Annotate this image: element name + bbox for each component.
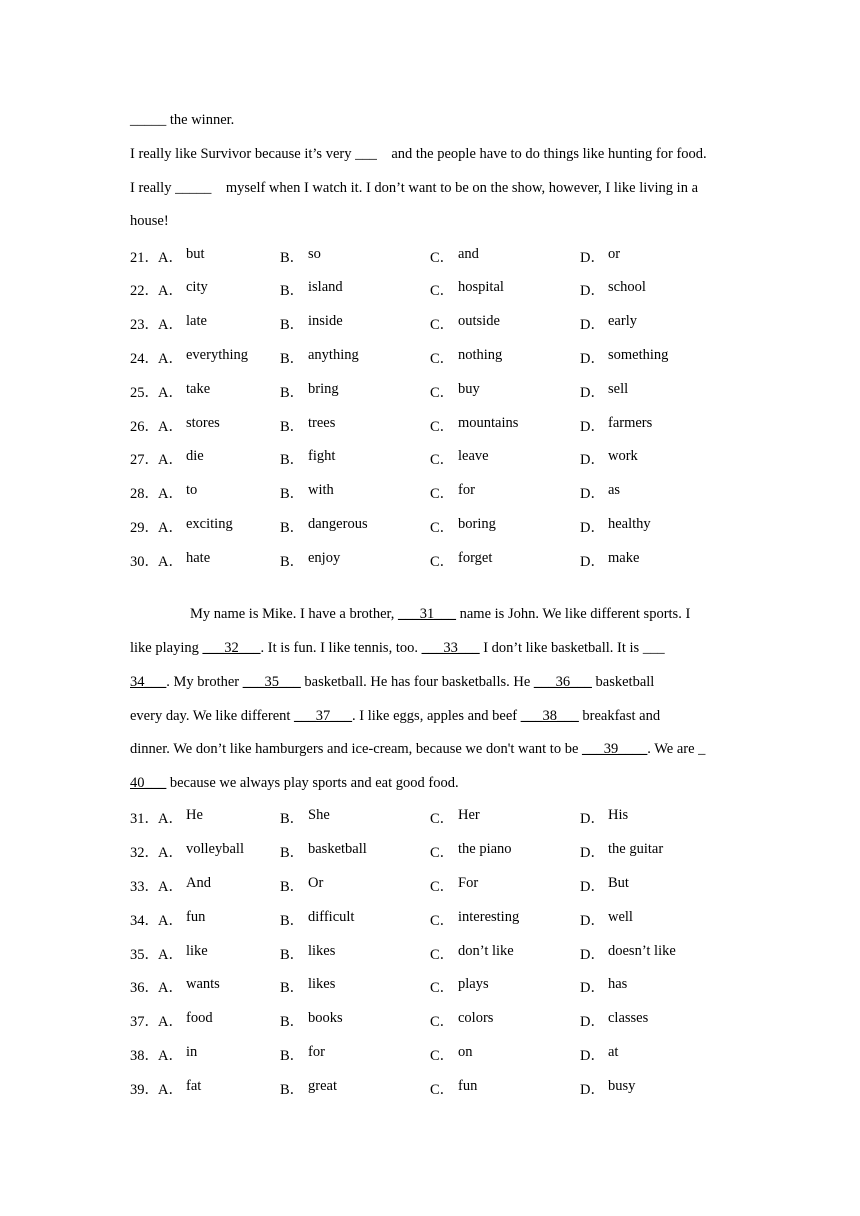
option-c xyxy=(430,313,580,334)
option-text: outside xyxy=(458,313,500,330)
option-letter: D． xyxy=(580,1014,605,1031)
option-letter: C． xyxy=(430,1014,455,1031)
question-number: 27． xyxy=(130,452,159,469)
option-text: busy xyxy=(608,1077,636,1094)
question-number: 31． xyxy=(130,811,159,828)
option-text: for xyxy=(308,1043,325,1060)
question-row xyxy=(130,408,740,442)
option-text: fun xyxy=(458,1077,478,1094)
option-letter: B． xyxy=(280,283,305,300)
option-text: fight xyxy=(308,448,336,465)
option-text: wants xyxy=(186,976,220,993)
option-text: plays xyxy=(458,976,489,993)
option-text: for xyxy=(458,482,475,499)
question-number: 33． xyxy=(130,878,159,895)
option-a xyxy=(158,415,280,436)
option-text: difficult xyxy=(308,908,355,925)
option-text: but xyxy=(186,245,205,262)
option-text: anything xyxy=(308,346,359,363)
blank-40: 40___ xyxy=(130,775,167,792)
option-a xyxy=(158,976,280,997)
question-number: 28． xyxy=(130,486,159,503)
option-text: likes xyxy=(308,942,336,959)
option-c xyxy=(430,550,580,571)
question-row xyxy=(130,902,740,936)
option-d xyxy=(580,841,730,862)
option-text: school xyxy=(608,279,646,296)
option-letter: B． xyxy=(280,1081,305,1098)
option-b xyxy=(280,841,430,862)
option-text: dangerous xyxy=(308,515,368,532)
option-a xyxy=(158,909,280,930)
option-c xyxy=(430,381,580,402)
option-letter: D． xyxy=(580,249,605,266)
option-a xyxy=(158,1044,280,1065)
option-letter: A． xyxy=(158,283,183,300)
option-text: mountains xyxy=(458,414,519,431)
option-text: in xyxy=(186,1043,198,1060)
passage-2 xyxy=(130,598,740,801)
option-d xyxy=(580,516,730,537)
question-number: 39． xyxy=(130,1081,159,1098)
option-text: to xyxy=(186,482,198,499)
option-b xyxy=(280,1010,430,1031)
option-letter: B． xyxy=(280,878,305,895)
option-letter: A． xyxy=(158,878,183,895)
option-d xyxy=(580,246,730,267)
option-c xyxy=(430,347,580,368)
option-d xyxy=(580,313,730,334)
option-d xyxy=(580,550,730,571)
option-letter: B． xyxy=(280,811,305,828)
option-letter: A． xyxy=(158,912,183,929)
option-text: And xyxy=(186,874,211,891)
question-row xyxy=(130,1038,740,1072)
option-letter: C． xyxy=(430,1081,455,1098)
option-letter: B． xyxy=(280,912,305,929)
question-number: 23． xyxy=(130,317,159,334)
option-b xyxy=(280,943,430,964)
blank-34-start: ___ xyxy=(642,639,665,656)
option-letter: D． xyxy=(580,912,605,929)
option-d xyxy=(580,381,730,402)
question-row xyxy=(130,442,740,476)
option-letter: C． xyxy=(430,878,455,895)
option-c xyxy=(430,279,580,300)
option-text: books xyxy=(308,1010,343,1027)
option-text: She xyxy=(308,807,330,824)
option-b xyxy=(280,415,430,436)
option-letter: A． xyxy=(158,418,183,435)
option-letter: B． xyxy=(280,350,305,367)
question-row xyxy=(130,801,740,835)
option-letter: C． xyxy=(430,283,455,300)
option-d xyxy=(580,875,730,896)
option-d xyxy=(580,347,730,368)
option-text: great xyxy=(308,1077,337,1094)
option-c xyxy=(430,482,580,503)
question-number: 38． xyxy=(130,1047,159,1064)
option-letter: A． xyxy=(158,486,183,503)
question-list-1 xyxy=(130,239,740,577)
option-text: interesting xyxy=(458,908,520,925)
option-a xyxy=(158,841,280,862)
option-letter: A． xyxy=(158,811,183,828)
option-d xyxy=(580,1010,730,1031)
option-text: at xyxy=(608,1043,619,1060)
option-letter: A． xyxy=(158,350,183,367)
option-text: stores xyxy=(186,414,220,431)
option-text: everything xyxy=(186,346,249,363)
option-letter: D． xyxy=(580,283,605,300)
option-b xyxy=(280,516,430,537)
passage-line: _____ the winner. xyxy=(130,112,235,128)
option-text: work xyxy=(608,448,638,465)
option-letter: D． xyxy=(580,811,605,828)
option-letter: C． xyxy=(430,912,455,929)
option-text: hate xyxy=(186,549,211,566)
passage-line: dinner. We don’t like hamburgers and ice-cream, because we don't want to be ___39____. We are _ xyxy=(130,741,706,758)
option-c xyxy=(430,807,580,828)
question-row xyxy=(130,341,740,375)
option-text: late xyxy=(186,313,207,330)
option-text: so xyxy=(308,245,321,262)
option-text: has xyxy=(608,976,628,993)
option-text: colors xyxy=(458,1010,494,1027)
option-letter: A． xyxy=(158,1081,183,1098)
question-list-2 xyxy=(130,801,740,1105)
option-text: exciting xyxy=(186,515,233,532)
option-letter: A． xyxy=(158,317,183,334)
blank-35: ___35___ xyxy=(242,673,301,690)
option-letter: A． xyxy=(158,249,183,266)
option-text: something xyxy=(608,346,669,363)
blank-33: ___33___ xyxy=(421,639,480,656)
option-letter: D． xyxy=(580,519,605,536)
option-c xyxy=(430,943,580,964)
option-letter: B． xyxy=(280,980,305,997)
option-letter: B． xyxy=(280,946,305,963)
option-a xyxy=(158,943,280,964)
passage-line: I really _____ myself when I watch it. I don’t want to be on the show, however, I like living in a xyxy=(130,179,699,196)
option-text: likes xyxy=(308,976,336,993)
blank-31: ___31___ xyxy=(398,606,456,623)
option-text: fat xyxy=(186,1077,202,1094)
option-a xyxy=(158,381,280,402)
option-c xyxy=(430,448,580,469)
option-letter: C． xyxy=(430,249,455,266)
option-text: city xyxy=(186,279,208,296)
option-text: inside xyxy=(308,313,343,330)
question-number: 26． xyxy=(130,418,159,435)
option-text: He xyxy=(186,807,203,824)
question-number: 24． xyxy=(130,350,159,367)
option-letter: C． xyxy=(430,553,455,570)
option-c xyxy=(430,1010,580,1031)
option-letter: D． xyxy=(580,350,605,367)
blank-39: ___39____ xyxy=(582,741,648,758)
option-letter: D． xyxy=(580,317,605,334)
question-number: 30． xyxy=(130,553,159,570)
option-text: boring xyxy=(458,515,496,532)
option-text: volleyball xyxy=(186,841,244,858)
option-text: like xyxy=(186,942,208,959)
option-letter: A． xyxy=(158,1014,183,1031)
option-b xyxy=(280,347,430,368)
option-letter: D． xyxy=(580,878,605,895)
option-text: die xyxy=(186,448,204,465)
option-letter: A． xyxy=(158,519,183,536)
option-letter: B． xyxy=(280,553,305,570)
question-number: 29． xyxy=(130,519,159,536)
option-c xyxy=(430,516,580,537)
question-row xyxy=(130,307,740,341)
option-letter: B． xyxy=(280,519,305,536)
option-letter: B． xyxy=(280,249,305,266)
option-a xyxy=(158,1010,280,1031)
question-number: 32． xyxy=(130,845,159,862)
option-text: hospital xyxy=(458,279,504,296)
option-d xyxy=(580,943,730,964)
option-d xyxy=(580,1044,730,1065)
option-a xyxy=(158,246,280,267)
question-row xyxy=(130,936,740,970)
option-letter: D． xyxy=(580,980,605,997)
option-text: healthy xyxy=(608,515,651,532)
option-a xyxy=(158,516,280,537)
question-row xyxy=(130,476,740,510)
option-b xyxy=(280,807,430,828)
option-c xyxy=(430,246,580,267)
option-c xyxy=(430,415,580,436)
option-letter: D． xyxy=(580,452,605,469)
option-text: doesn’t like xyxy=(608,942,676,959)
option-letter: C． xyxy=(430,384,455,401)
option-text: bring xyxy=(308,380,339,397)
option-b xyxy=(280,381,430,402)
option-text: island xyxy=(308,279,343,296)
option-text: fun xyxy=(186,908,206,925)
option-b xyxy=(280,976,430,997)
blank-40-start: _ xyxy=(698,741,706,758)
option-a xyxy=(158,347,280,368)
option-letter: A． xyxy=(158,980,183,997)
option-a xyxy=(158,279,280,300)
option-letter: D． xyxy=(580,845,605,862)
option-c xyxy=(430,875,580,896)
question-row xyxy=(130,970,740,1004)
option-a xyxy=(158,875,280,896)
option-d xyxy=(580,976,730,997)
option-text: the guitar xyxy=(608,841,664,858)
question-row xyxy=(130,1071,740,1105)
option-letter: C． xyxy=(430,317,455,334)
option-text: Her xyxy=(458,807,480,824)
option-a xyxy=(158,1078,280,1099)
option-letter: B． xyxy=(280,317,305,334)
option-c xyxy=(430,1078,580,1099)
option-b xyxy=(280,875,430,896)
option-letter: A． xyxy=(158,845,183,862)
option-text: classes xyxy=(608,1010,649,1027)
option-c xyxy=(430,841,580,862)
option-b xyxy=(280,550,430,571)
option-b xyxy=(280,909,430,930)
option-letter: C． xyxy=(430,519,455,536)
option-d xyxy=(580,482,730,503)
option-letter: A． xyxy=(158,1047,183,1064)
option-letter: C． xyxy=(430,350,455,367)
option-letter: B． xyxy=(280,452,305,469)
option-c xyxy=(430,909,580,930)
option-text: don’t like xyxy=(458,942,514,959)
option-letter: B． xyxy=(280,845,305,862)
option-letter: A． xyxy=(158,384,183,401)
option-b xyxy=(280,246,430,267)
option-text: the piano xyxy=(458,841,512,858)
option-text: enjoy xyxy=(308,549,341,566)
option-letter: D． xyxy=(580,946,605,963)
blank-36: ___36___ xyxy=(533,673,592,690)
option-text: nothing xyxy=(458,346,503,363)
passage-line: My name is Mike. I have a brother, ___31___ name is John. We like different sports. I xyxy=(190,606,691,623)
option-a xyxy=(158,313,280,334)
option-text: But xyxy=(608,874,629,891)
question-number: 21． xyxy=(130,249,159,266)
question-row xyxy=(130,510,740,544)
option-letter: D． xyxy=(580,1047,605,1064)
option-letter: A． xyxy=(158,553,183,570)
option-text: basketball xyxy=(308,841,367,858)
option-b xyxy=(280,313,430,334)
option-a xyxy=(158,448,280,469)
option-d xyxy=(580,279,730,300)
option-b xyxy=(280,482,430,503)
passage-line: every day. We like different ___37___. I like eggs, apples and beef ___38___ breakfast and xyxy=(130,707,661,724)
question-row xyxy=(130,239,740,273)
option-text: make xyxy=(608,549,640,566)
question-number: 37． xyxy=(130,1014,159,1031)
option-letter: C． xyxy=(430,811,455,828)
option-b xyxy=(280,1044,430,1065)
option-d xyxy=(580,807,730,828)
blank-37: ___37___ xyxy=(294,707,353,724)
question-row xyxy=(130,543,740,577)
page-content xyxy=(130,104,740,1105)
option-a xyxy=(158,807,280,828)
passage-line: 40___ because we always play sports and eat good food. xyxy=(130,775,459,792)
option-text: or xyxy=(608,245,621,262)
option-b xyxy=(280,1078,430,1099)
option-text: Or xyxy=(308,874,324,891)
option-text: His xyxy=(608,807,629,824)
option-d xyxy=(580,909,730,930)
option-text: sell xyxy=(608,380,629,397)
option-b xyxy=(280,279,430,300)
blank-32: ___32___ xyxy=(202,639,261,656)
blank-34: 34___ xyxy=(130,673,167,690)
question-number: 22． xyxy=(130,283,159,300)
option-text: buy xyxy=(458,380,480,397)
option-d xyxy=(580,448,730,469)
option-letter: C． xyxy=(430,980,455,997)
passage-line: like playing ___32___. It is fun. I like tennis, too. ___33___ I don’t like basketball. It is ___ xyxy=(130,639,665,656)
question-number: 36． xyxy=(130,980,159,997)
option-letter: C． xyxy=(430,1047,455,1064)
option-letter: C． xyxy=(430,946,455,963)
option-letter: C． xyxy=(430,452,455,469)
option-text: and xyxy=(458,245,479,262)
option-letter: B． xyxy=(280,384,305,401)
option-letter: B． xyxy=(280,418,305,435)
option-a xyxy=(158,550,280,571)
option-c xyxy=(430,1044,580,1065)
question-row xyxy=(130,869,740,903)
option-text: on xyxy=(458,1043,473,1060)
passage-line: I really like Survivor because it’s very ___ and the people have to do things like hunting for food. xyxy=(130,145,707,162)
option-letter: C． xyxy=(430,845,455,862)
passage-line: house! xyxy=(130,213,169,230)
option-letter: C． xyxy=(430,486,455,503)
question-row xyxy=(130,1004,740,1038)
option-c xyxy=(430,976,580,997)
question-row xyxy=(130,835,740,869)
option-letter: B． xyxy=(280,1047,305,1064)
option-b xyxy=(280,448,430,469)
option-text: as xyxy=(608,482,621,499)
option-letter: D． xyxy=(580,553,605,570)
option-text: For xyxy=(458,874,479,891)
option-text: leave xyxy=(458,448,489,465)
option-text: early xyxy=(608,313,637,330)
option-d xyxy=(580,1078,730,1099)
option-letter: A． xyxy=(158,946,183,963)
blank-38: ___38___ xyxy=(520,707,579,724)
question-row xyxy=(130,374,740,408)
option-text: trees xyxy=(308,414,336,431)
option-text: farmers xyxy=(608,414,653,431)
option-text: take xyxy=(186,380,211,397)
option-text: well xyxy=(608,908,633,925)
question-number: 25． xyxy=(130,384,159,401)
question-number: 34． xyxy=(130,912,159,929)
option-text: with xyxy=(308,482,334,499)
option-text: food xyxy=(186,1010,213,1027)
option-letter: D． xyxy=(580,1081,605,1098)
option-d xyxy=(580,415,730,436)
option-letter: B． xyxy=(280,486,305,503)
option-letter: B． xyxy=(280,1014,305,1031)
passage-1 xyxy=(130,104,740,239)
question-row xyxy=(130,273,740,307)
option-letter: A． xyxy=(158,452,183,469)
option-letter: D． xyxy=(580,418,605,435)
option-a xyxy=(158,482,280,503)
option-letter: D． xyxy=(580,486,605,503)
option-text: forget xyxy=(458,549,493,566)
question-number: 35． xyxy=(130,946,159,963)
passage-line: 34___. My brother ___35___ basketball. He has four basketballs. He ___36___ basketball xyxy=(130,673,655,690)
option-letter: C． xyxy=(430,418,455,435)
option-letter: D． xyxy=(580,384,605,401)
